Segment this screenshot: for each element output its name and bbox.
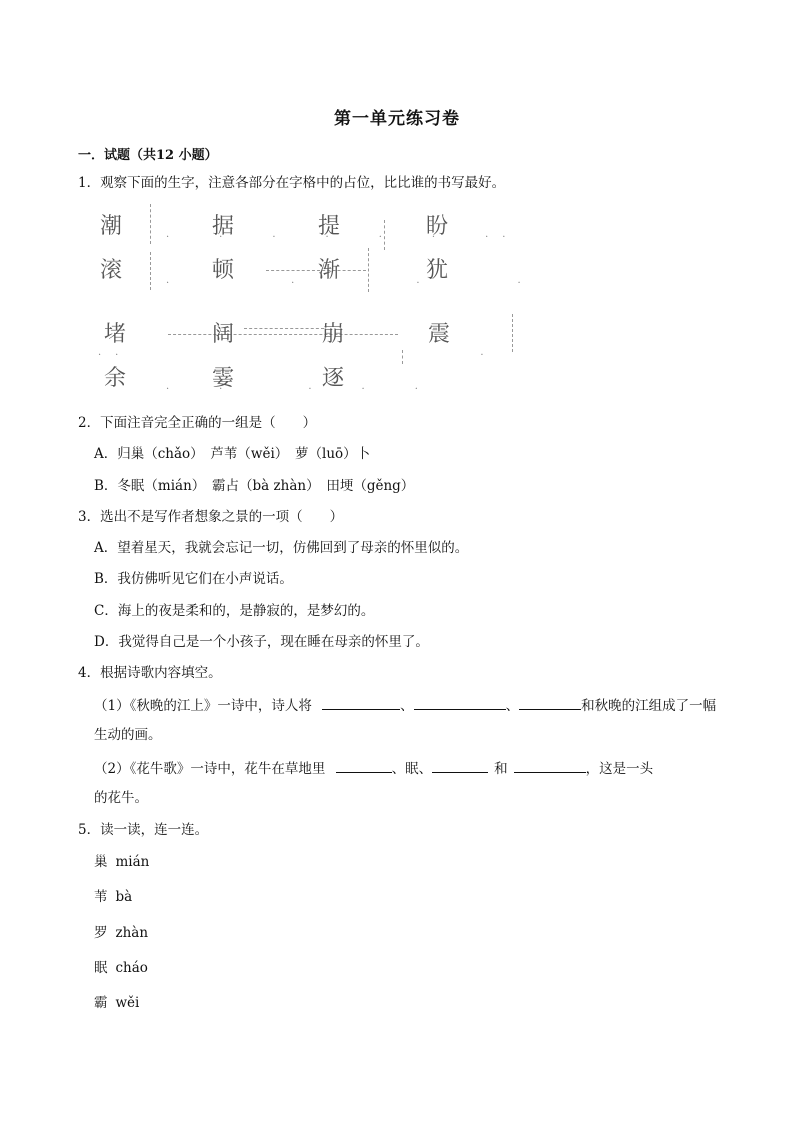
grid-char: 犹 xyxy=(425,258,448,283)
match-item[interactable] xyxy=(94,924,148,942)
question-3-option-c: C．海上的夜是柔和的，是静寂的，是梦幻的。 xyxy=(94,603,375,619)
character-grid: 潮 据 提 盼 · · · · · · · · 滚 顿 渐 犹 · · · · 堵 阔 崩 震 · · · 余 霎 逐 · · · · · xyxy=(96,200,526,400)
match-pinyin: zhàn xyxy=(115,925,149,941)
question-3-option-a: A．望着星天，我就会忘记一切，仿佛回到了母亲的怀里似的。 xyxy=(94,540,469,556)
q4-part2-lead: （2）《花牛歌》一诗中，花牛在草地里 xyxy=(94,761,326,777)
grid-char: 据 xyxy=(211,214,234,239)
q4-part2-mid: 、眠、 xyxy=(391,761,433,777)
answer-blank[interactable] xyxy=(519,695,581,710)
match-pinyin: bà xyxy=(115,889,133,905)
question-2-option-a: A．归巢（chǎo） 芦苇（wěi） 萝（luō）卜 xyxy=(94,446,371,462)
grid-char: 余 xyxy=(103,366,126,391)
question-2-text: 2．下面注音完全正确的一组是（ ） xyxy=(78,415,317,431)
match-item[interactable] xyxy=(94,994,139,1012)
answer-blank[interactable] xyxy=(322,695,400,710)
match-pinyin: wěi xyxy=(115,995,140,1011)
grid-char: 逐 xyxy=(321,366,344,391)
match-pinyin: cháo xyxy=(115,960,148,976)
question-3-option-d: D．我觉得自己是一个小孩子，现在睡在母亲的怀里了。 xyxy=(94,634,429,650)
grid-char: 阔 xyxy=(211,322,234,347)
grid-guide-line xyxy=(244,328,324,329)
q4-part1-sep: 、 xyxy=(400,698,414,714)
grid-char: 提 xyxy=(317,214,340,239)
match-char: 眠 xyxy=(94,960,108,976)
q4-part1-tail: 和秋晚的江组成了一幅 xyxy=(581,698,717,714)
q4-part1-lead: （1）《秋晚的江上》一诗中，诗人将 xyxy=(94,698,312,714)
q4-part2-tail: ，这是一头 xyxy=(585,761,654,777)
grid-char: 渐 xyxy=(317,258,340,283)
grid-char: 崩 xyxy=(321,322,344,347)
answer-blank[interactable] xyxy=(432,758,488,773)
section-heading: 一．试题（共12 小题） xyxy=(78,148,218,163)
match-item[interactable] xyxy=(94,888,132,906)
match-item[interactable] xyxy=(94,853,149,871)
question-3-option-b: B．我仿佛听见它们在小声说话。 xyxy=(94,571,293,587)
question-4-part-2 xyxy=(94,758,653,778)
question-4-part-1 xyxy=(94,695,716,715)
match-pinyin: mián xyxy=(115,854,150,870)
grid-char: 滚 xyxy=(99,258,122,283)
answer-blank[interactable] xyxy=(414,695,506,710)
question-1-text: 1．观察下面的生字，注意各部分在字格中的占位，比比谁的书写最好。 xyxy=(78,175,506,191)
page-title: 第一单元练习卷 xyxy=(334,109,460,129)
grid-char: 霎 xyxy=(211,366,234,391)
question-4-text: 4．根据诗歌内容填空。 xyxy=(78,665,222,681)
q4-part1-sep: 、 xyxy=(505,698,520,714)
match-char: 巢 xyxy=(94,854,108,870)
q4-part2-and: 和 xyxy=(494,761,508,777)
question-5-text: 5．读一读，连一连。 xyxy=(78,822,209,838)
match-item[interactable] xyxy=(94,959,148,977)
grid-char: 盼 xyxy=(425,214,448,239)
question-2-option-b: B．冬眠（mián） 霸占（bà zhàn） 田埂（gěng） xyxy=(94,478,415,494)
match-char: 霸 xyxy=(94,995,108,1011)
grid-guide-line xyxy=(150,252,151,290)
grid-guide-line xyxy=(168,334,398,335)
question-4-part-1-cont: 生动的画。 xyxy=(94,727,162,743)
grid-char: 潮 xyxy=(99,214,122,239)
answer-blank[interactable] xyxy=(336,758,392,773)
question-3-text: 3．选出不是写作者想象之景的一项（ ） xyxy=(78,509,344,525)
grid-char: 堵 xyxy=(103,322,126,347)
grid-guide-line xyxy=(150,204,151,244)
answer-blank[interactable] xyxy=(514,758,586,773)
grid-char: 顿 xyxy=(211,258,234,283)
grid-char: 震 xyxy=(427,322,450,347)
match-char: 罗 xyxy=(94,925,108,941)
question-4-part-2-cont: 的花牛。 xyxy=(94,790,148,806)
grid-guide-line xyxy=(512,314,513,352)
match-char: 苇 xyxy=(94,889,108,905)
